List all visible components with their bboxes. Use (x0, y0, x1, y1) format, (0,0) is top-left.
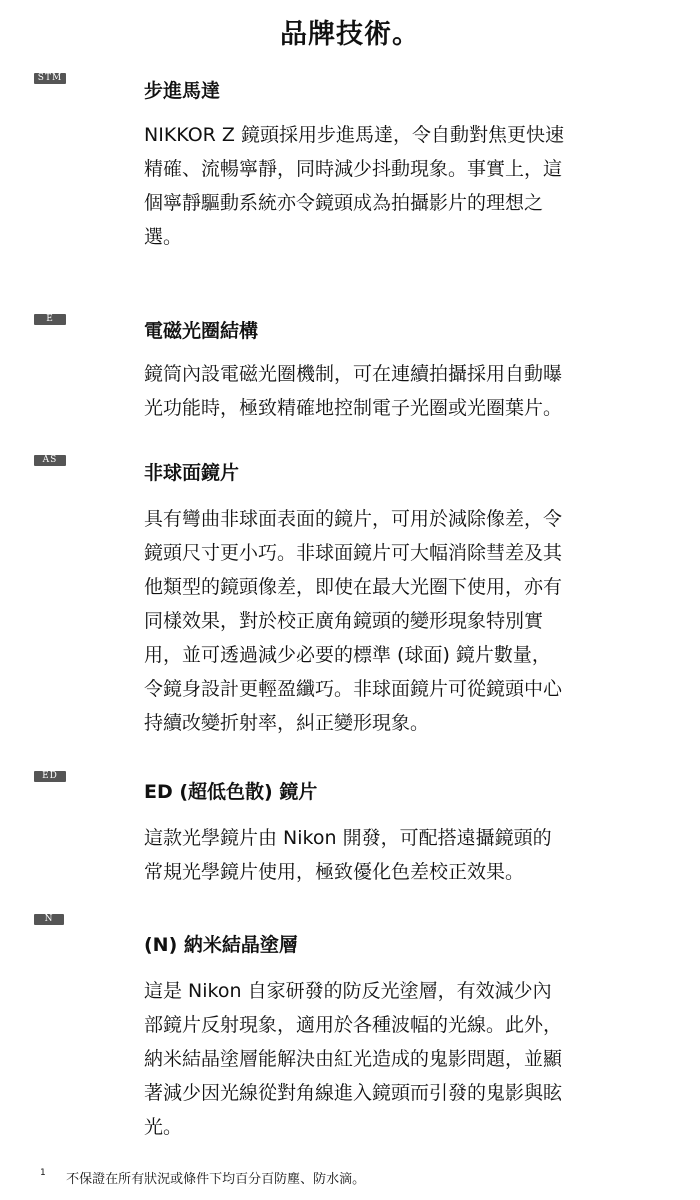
body-line: 用，並可透過減少必要的標準 (球面) 鏡片數量， (144, 644, 551, 666)
section-heading: ED (超低色散) 鏡片 (144, 781, 318, 803)
as-badge: AS (34, 455, 66, 466)
footnote (40, 1168, 365, 1187)
section-body (144, 821, 634, 889)
stm-badge: STM (34, 73, 66, 84)
body-line: NIKKOR Z 鏡頭採用步進馬達，令自動對焦更快速 (144, 124, 564, 146)
n-badge: N (34, 914, 64, 925)
body-line: 這是 Nikon 自家研發的防反光塗層，有效減少內 (144, 980, 552, 1002)
section-body (144, 502, 634, 740)
section-heading: 步進馬達 (144, 80, 221, 102)
body-line: 具有彎曲非球面表面的鏡片，可用於減除像差，令 (144, 508, 563, 530)
body-line: 光。 (144, 1116, 183, 1138)
body-line: 鏡頭尺寸更小巧。非球面鏡片可大幅消除彗差及其 (144, 542, 563, 564)
section-heading: 非球面鏡片 (144, 462, 240, 484)
body-line: 常規光學鏡片使用，極致優化色差校正效果。 (144, 861, 525, 883)
body-line: 令鏡身設計更輕盈纖巧。非球面鏡片可從鏡頭中心 (144, 678, 563, 700)
body-line: 同樣效果，對於校正廣角鏡頭的變形現象特別實 (144, 610, 544, 632)
body-line: 選。 (144, 226, 183, 248)
body-line: 鏡筒內設電磁光圈機制，可在連續拍攝採用自動曝 (144, 363, 563, 385)
footnote-text: 不保證在所有狀況或條件下均百分百防塵、防水滴。 (66, 1172, 366, 1187)
body-line: 納米結晶塗層能解決由紅光造成的鬼影問題，並顯 (144, 1048, 563, 1070)
body-line: 這款光學鏡片由 Nikon 開發，可配搭遠攝鏡頭的 (144, 827, 552, 849)
body-line: 著減少因光線從對角線進入鏡頭而引發的鬼影與眩 (144, 1082, 563, 1104)
footnote-mark: 1 (40, 1168, 46, 1178)
ed-badge: ED (34, 771, 66, 782)
body-line: 個寧靜驅動系統亦令鏡頭成為拍攝影片的理想之 (144, 192, 544, 214)
section-body (144, 974, 634, 1144)
section-body (144, 118, 634, 254)
body-line: 精確、流暢寧靜，同時減少抖動現象。事實上，這 (144, 158, 563, 180)
body-line: 部鏡片反射現象，適用於各種波幅的光線。此外， (144, 1014, 563, 1036)
page-title: 品牌技術。 (280, 19, 420, 50)
section-heading: 電磁光圈結構 (144, 320, 259, 342)
body-line: 持續改變折射率，糾正變形現象。 (144, 712, 430, 734)
body-line: 他類型的鏡頭像差，即使在最大光圈下使用，亦有 (144, 576, 563, 598)
body-line: 光功能時，極致精確地控制電子光圈或光圈葉片。 (144, 397, 563, 419)
e-badge: E (34, 314, 66, 325)
section-heading: (N) 納米結晶塗層 (144, 934, 298, 956)
section-body (144, 357, 634, 425)
